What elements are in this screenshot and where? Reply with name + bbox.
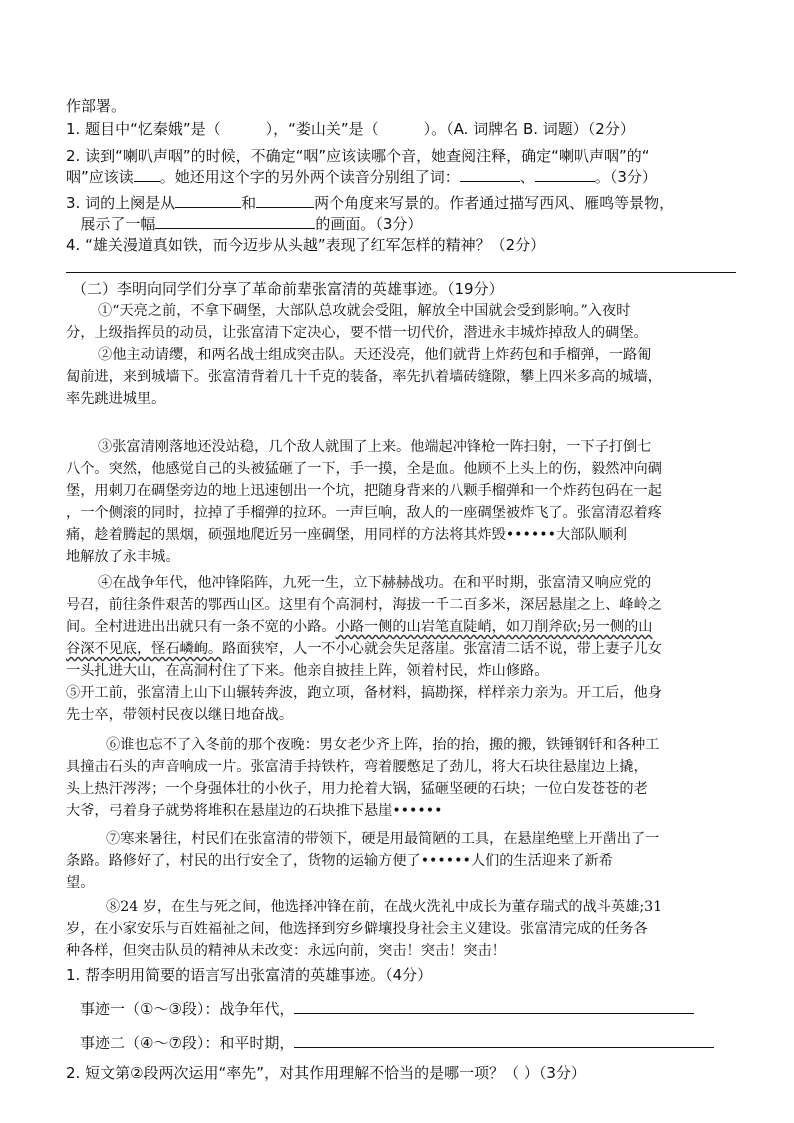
text: 两个角度来写景的。作者通过描写西风、雁鸣等景物， [314,194,675,212]
passage-line: 匐前进，来到城墙下。张富清背着几十千克的装备，率先扒着墙砖缝隙，攀上四米多高的城墙， [66,369,662,385]
passage-line [66,639,662,659]
passage-line: 号召，前往条件艰苦的鄂西山区。这里有个高洞村，海拔一千二百多米，深居悬崖之上、峰岭之 [66,597,662,613]
passage-line: 先士卒，带领村民夜以继日地奋战。 [66,707,294,723]
passage-line: ③张富清刚落地还没站稳，几个敌人就围了上来。他端起冲锋枪一阵扫射，一下子打倒七 [98,439,652,455]
answer-blank[interactable] [460,165,520,182]
question-4: 4. “雄关漫道真如铁，而今迈步从头越”表现了红军怎样的精神？（2分） [66,236,546,254]
passage-line: ⑧24 岁，在生与死之间，他选择冲锋在前，在战火洗礼中成长为董存瑞式的战斗英雄;31 [106,899,663,915]
passage-line: ②他主动请缨，和两名战士组成突击队。天还没亮，他们就背上炸药包和手榴弹，一路匍 [98,347,652,363]
passage-line: 头上热汗涔涔；一个身强体壮的小伙子，用力抡着大锅，猛砸坚硬的石块；一位白发苍苍的老 [66,781,648,797]
text: 路面狭窄，人一不小心就会失足落崖。张富清二话不说，带上妻子儿女 [222,641,662,657]
text: 3. 词的上阕是从 [66,194,176,212]
answer-line[interactable] [66,272,736,273]
passage-line: ⑥谁也忘不了入冬前的那个夜晚：男女老少齐上阵，抬的抬，搬的搬，铁锤钢钎和各种工 [106,737,660,753]
event-1 [80,997,694,1019]
passage-line: 条路。路修好了，村民的出行安全了，货物的运输方便了••••••人们的生活迎来了新希 [66,853,613,869]
answer-blank[interactable] [294,1031,714,1048]
question-1: 1. 题目中“忆秦娥”是（ ），“娄山关”是（ ）。（A. 词牌名 B. 词题）（2分） [66,120,635,138]
question-3-line-1 [66,191,674,213]
passage-line: 种各样，但突击队员的精神从未改变：永远向前，突击！突击！突击！ [66,943,506,959]
passage-line: 具撞击石头的声音响成一片。张富清手持铁杵，弯着腰憋足了劲儿，将大石块往悬崖边上撬， [66,759,648,775]
text-line: 作部署。 [66,97,127,115]
passage-line: 痛，趁着腾起的黑烟，硕强地爬近另一座碉堡，用同样的方法将其炸毁••••••大部队顺利 [66,527,627,543]
passage-line: ⑤开工前，张富清上山下山辗转奔波，跑立项，备材料，搞勘探，样样亲力亲为。开工后，他身 [66,685,662,701]
question-2: 2. 短文第②段两次运用“率先”，对其作用理解不恰当的是哪一项？（ ）（3分） [66,1064,586,1082]
passage-line: 堡，用刺刀在碉堡旁边的地上迅速刨出一个坑，把随身背来的八颗手榴弹和一个炸药包码在一起 [66,483,662,499]
question-3-line-2 [66,212,422,234]
text: 。（3分） [594,168,657,186]
text: 咽”应该读 [66,168,134,186]
question-1: 1. 帮李明用简要的语言写出张富清的英雄事迹。（4分） [66,966,433,984]
text: 。她还用这个字的另外两个读音分别组了词： [159,168,460,186]
passage-line: 望。 [66,875,95,891]
text: 的画面。（3分） [315,215,423,233]
underlined-text: 小路一侧的山岩笔直陡峭，如刀削斧砍;另一侧的山 [335,619,653,635]
question-2-line-1: 2. 读到“喇叭声咽”的时候，不确定“咽”应该读哪个音，她查阅注释，确定“喇叭声咽”的“ [66,147,650,165]
passage-line: 岁，在小家安乐与百姓福祉之间，他选择到穷乡僻壤投身社会主义建设。张富清完成的任务各 [66,921,648,937]
section-title: （二）李明向同学们分享了革命前辈张富清的英雄事迹。（19分） [72,280,504,298]
passage-line: 地解放了永丰城。 [66,549,180,565]
passage-line: 分，上级指挥员的动员，让张富清下定决心，要不惜一切代价，潜进永丰城炸掉敌人的碉堡。 [66,325,648,341]
passage-line: ④在战争年代，他冲锋陷阵，九死一生，立下赫赫战功。在和平时期，张富清又响应党的 [98,575,652,591]
passage-line: ，一个侧滚的同时，拉掉了手榴弹的拉环。一声巨响，敌人的一座碉堡被炸飞了。张富清忍着疼 [66,505,662,521]
answer-blank[interactable] [175,191,241,208]
passage-line: 八个。突然，他感觉自己的头被猛砸了一下，手一摸，全是血。他顾不上头上的伤，毅然冲向碉 [66,461,662,477]
question-2-line-2 [66,165,657,187]
text: 展示了一幅 [80,215,156,233]
text: 事迹二（④～⑦段）：和平时期， [80,1034,295,1052]
passage-line: ⑦寒来暑往，村民们在张富清的带领下，硬是用最简陋的工具，在悬崖绝壁上开凿出了一 [106,831,660,847]
answer-blank[interactable] [256,191,314,208]
event-2 [80,1031,714,1053]
text: 、 [519,168,535,186]
passage-line [66,617,653,637]
passage-line: 率先跳进城里。 [66,391,166,407]
text: 和 [241,194,257,212]
answer-blank[interactable] [134,165,160,182]
text: 间。全村进进出出就只有一条不宽的小路。 [66,619,336,635]
answer-blank[interactable] [294,997,694,1014]
answer-blank[interactable] [535,165,595,182]
text: 事迹一（①～③段）：战争年代， [80,1000,295,1018]
underlined-text: 谷深不见底，怪石嶙峋。 [66,641,223,657]
passage-line: 一头扎进大山，在高洞村住了下来。他亲自披挂上阵，领着村民，炸山修路。 [66,663,549,679]
answer-blank[interactable] [155,212,315,229]
passage-line: ①“天亮之前，不拿下碉堡，大部队总攻就会受阻，解放全中国就会受到影响。”入夜时 [98,303,631,319]
passage-line: 大爷，弓着身子就势将堆积在悬崖边的石块推下悬崖•••••• [66,803,443,819]
